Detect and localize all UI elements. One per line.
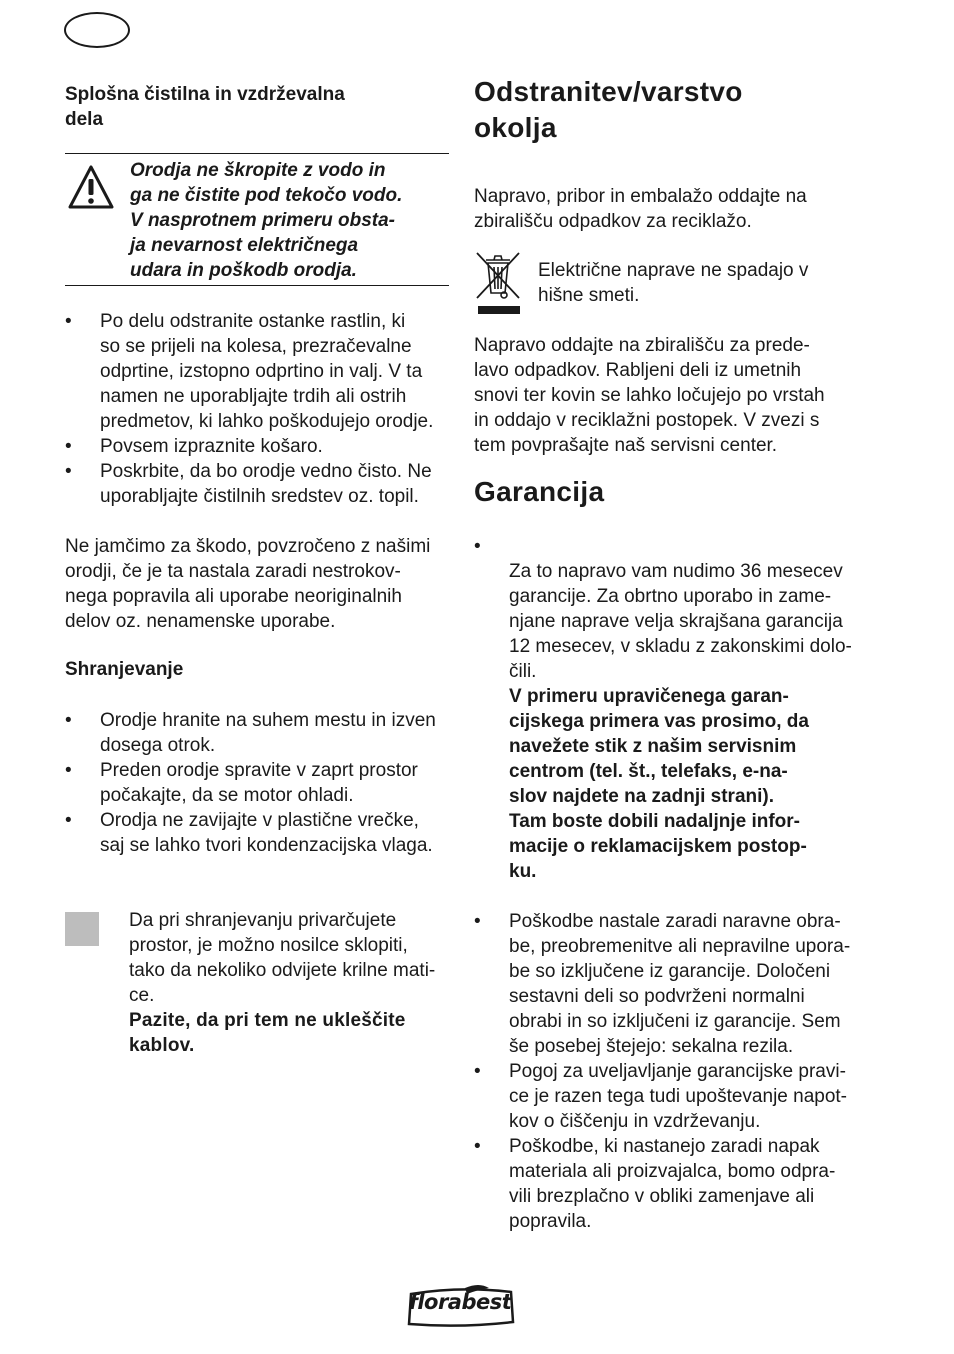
cleaning-list bbox=[65, 309, 455, 509]
list-item: • Poškodbe, ki nastanejo zaradi napak materiala ali proizvajalca, bomo odpra- vili brezplačno v obliki zamenjave ali popravila. bbox=[474, 1134, 864, 1234]
warning-top-rule bbox=[65, 153, 449, 154]
disposal-heading: Odstranitev/varstvo okolja bbox=[474, 76, 743, 143]
warranty-list bbox=[474, 534, 864, 1234]
crossed-out-bin-icon bbox=[474, 250, 522, 318]
list-item: • Pogoj za uveljavljanje garancijske pravi- ce je razen tega tudi upoštevanje napot- kov o čiščenju in vzdrževanju. bbox=[474, 1059, 864, 1134]
list-item: • Poškodbe nastale zaradi naravne obra- be, preobremenitve ali nepravilne upora- be so izključene iz garancije. Določeni sestavni deli so podvrženi normalni obrabi in so izključeni iz garancije. Sem še posebej štejejo: sekalna rezila. bbox=[474, 909, 864, 1059]
weee-text: Električne naprave ne spadajo v hišne smeti. bbox=[538, 260, 809, 306]
warning-text: Orodja ne škropite z vodo in ga ne čistite pod tekočo vodo. V nasprotnem primeru obsta- ja nevarnost električnega udara in poškodb orodja. bbox=[130, 160, 403, 281]
warranty-text: Za to napravo vam nudimo 36 mesecev garancije. Za obrtno uporabo in zame- njane naprave velja skrajšana garancija 12 mesecev, v skladu z zakonskimi dolo- čili. bbox=[509, 561, 852, 682]
list-item: • Poskrbite, da bo orodje vedno čisto. Ne uporabljajte čistilnih sredstev oz. topil. bbox=[65, 459, 455, 509]
warning-bottom-rule bbox=[65, 285, 449, 286]
list-item: • Po delu odstranite ostanke rastlin, ki so se prijeli na kolesa, prezračevalne odprtine, izstopno odprtino in valj. V ta namen ne uporabljajte trdih ali ostrih predmetov, ki lahko poškodujejo orodje. bbox=[65, 309, 455, 434]
disposal-text: Napravo, pribor in embalažo oddajte na zbirališču odpadkov za reciklažo. bbox=[474, 186, 807, 232]
language-badge bbox=[64, 12, 130, 48]
recycling-text: Napravo oddajte na zbirališču za prede- lavo odpadkov. Rabljeni deli iz umetnih snovi ter kovin se lahko ločujejo po vrstah in oddajo v reciklažni postopek. V zvezi s tem povprašajte naš servisni center. bbox=[474, 335, 825, 456]
warranty-contact-text: V primeru upravičenega garan- cijskega primera vas prosimo, da navežete stik z našim servisnim centrom (tel. št., telefaks, e-na- slov najdete na zadnji strani). Tam boste dobili nadaljnje infor- macije o reklamacijskem postop- ku. bbox=[509, 686, 809, 882]
list-item: • Orodje hranite na suhem mestu in izven dosega otrok. bbox=[65, 708, 455, 758]
note-square-icon bbox=[65, 912, 99, 946]
list-item: • Preden orodje spravite v zaprt prostor počakajte, da se motor ohladi. bbox=[65, 758, 455, 808]
storage-heading: Shranjevanje bbox=[65, 659, 184, 680]
list-item: • Povsem izpraznite košaro. bbox=[65, 434, 455, 459]
storage-note-bold: Pazite, da pri tem ne ukleščite kablov. bbox=[129, 1010, 406, 1056]
brand-logo bbox=[405, 1284, 517, 1328]
list-item bbox=[474, 534, 864, 909]
liability-text: Ne jamčimo za škodo, povzročeno z našimi orodji, če je ta nastala zaradi nestrokov- nega popravila ali uporabe neoriginalnih delov oz. nenamenske uporabe. bbox=[65, 536, 431, 632]
warning-triangle-icon bbox=[67, 164, 115, 210]
storage-note: Da pri shranjevanju privarčujete prostor, je možno nosilce sklopiti, tako da nekoliko odvijete krilne mati- ce. bbox=[129, 910, 436, 1006]
cleaning-heading: Splošna čistilna in vzdrževalna dela bbox=[65, 84, 345, 130]
list-item: • Orodja ne zavijajte v plastične vrečke, saj se lahko tvori kondenzacijska vlaga. bbox=[65, 808, 455, 858]
storage-list bbox=[65, 708, 455, 858]
brand-name: florabest bbox=[408, 1290, 512, 1314]
warranty-heading: Garancija bbox=[474, 476, 605, 507]
